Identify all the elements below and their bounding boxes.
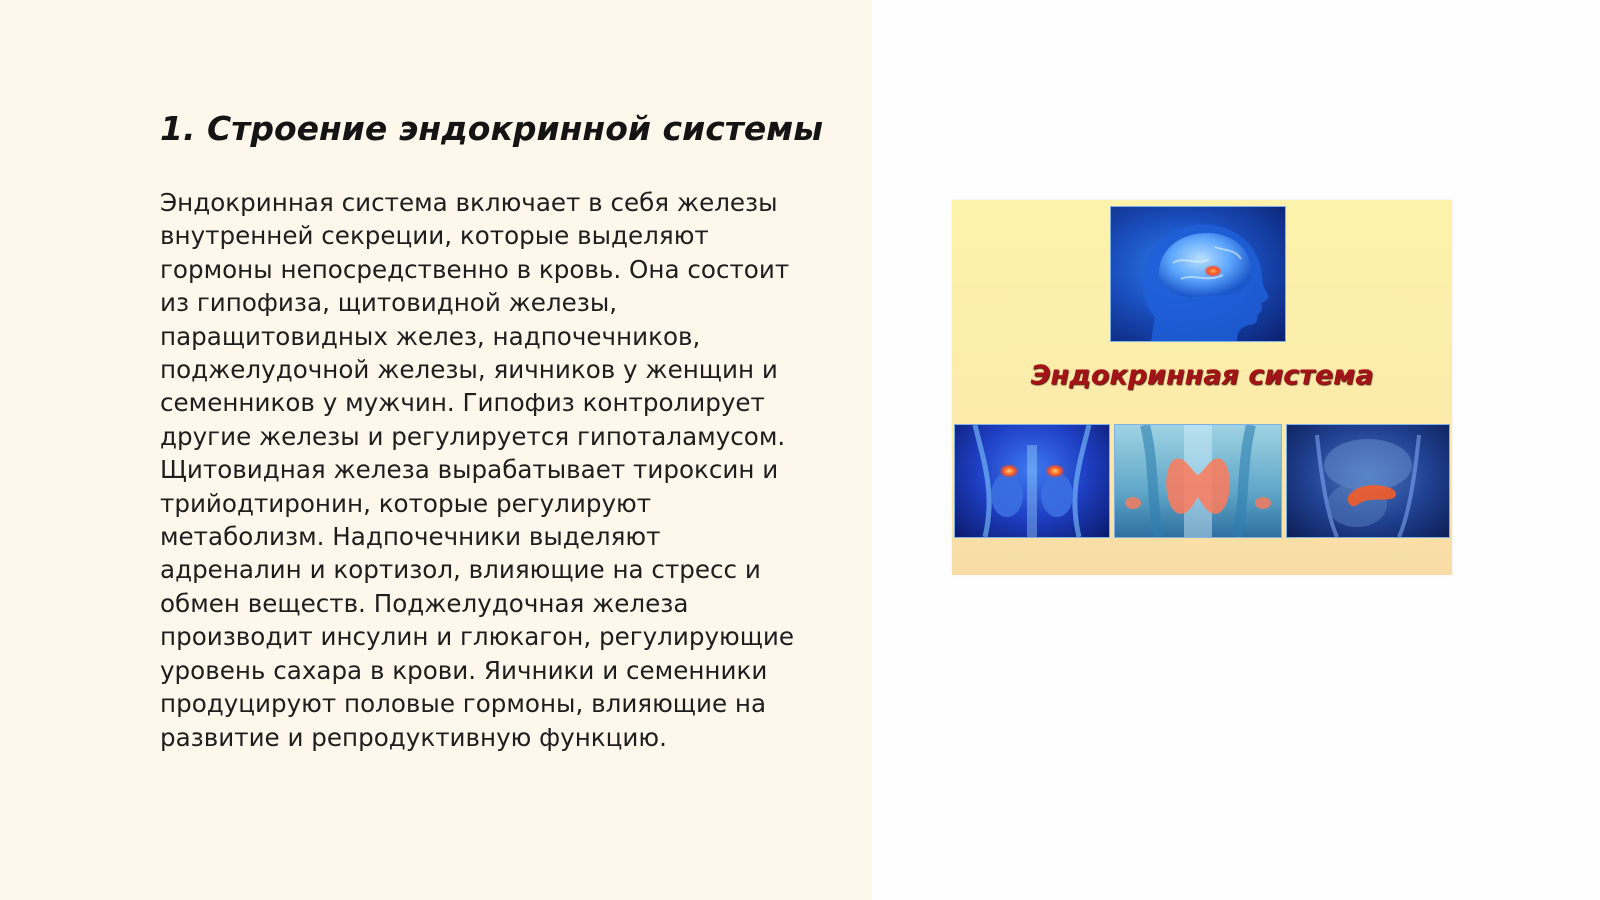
figure-caption: Эндокринная система <box>1030 360 1374 391</box>
body-line: продуцируют половые гормоны, влияющие на <box>160 689 767 719</box>
body-line: обмен веществ. Поджелудочная железа <box>160 588 689 618</box>
body-line: адреналин и кортизол, влияющие на стресс и <box>160 555 761 585</box>
slide-title: 1. Строение эндокринной системы <box>160 109 824 148</box>
body-line: паращитовидных желез, надпочечников, <box>160 321 701 351</box>
brain-head-illustration <box>1110 206 1286 342</box>
body-line: из гипофиза, щитовидной железы, <box>160 288 618 318</box>
body-line: поджелудочной железы, яичников у женщин и <box>160 355 778 385</box>
body-line: другие железы и регулируется гипоталамусом. <box>160 421 786 451</box>
adrenal-glands-illustration <box>954 424 1110 538</box>
body-line: трийодтиронин, которые регулируют <box>160 488 652 518</box>
pancreas-illustration <box>1286 424 1450 538</box>
endocrine-system-figure <box>952 200 1452 575</box>
body-line: развитие и репродуктивную функцию. <box>160 722 667 752</box>
pancreas-icon <box>1287 425 1449 537</box>
body-line: уровень сахара в крови. Яичники и семенники <box>160 655 768 685</box>
thyroid-gland-icon <box>1115 425 1281 537</box>
slide-body-text <box>160 186 840 754</box>
body-line: внутренней секреции, которые выделяют <box>160 221 709 251</box>
thyroid-gland-illustration <box>1114 424 1282 538</box>
body-line: метаболизм. Надпочечники выделяют <box>160 522 661 552</box>
body-line: семенников у мужчин. Гипофиз контролирует <box>160 388 765 418</box>
brain-head-icon <box>1111 207 1285 341</box>
body-line: гормоны непосредственно в кровь. Она состоит <box>160 254 790 284</box>
body-line: Щитовидная железа вырабатывает тироксин и <box>160 455 779 485</box>
adrenal-glands-icon <box>955 425 1109 537</box>
body-line: производит инсулин и глюкагон, регулирующие <box>160 622 795 652</box>
body-line: Эндокринная система включает в себя железы <box>160 188 778 217</box>
